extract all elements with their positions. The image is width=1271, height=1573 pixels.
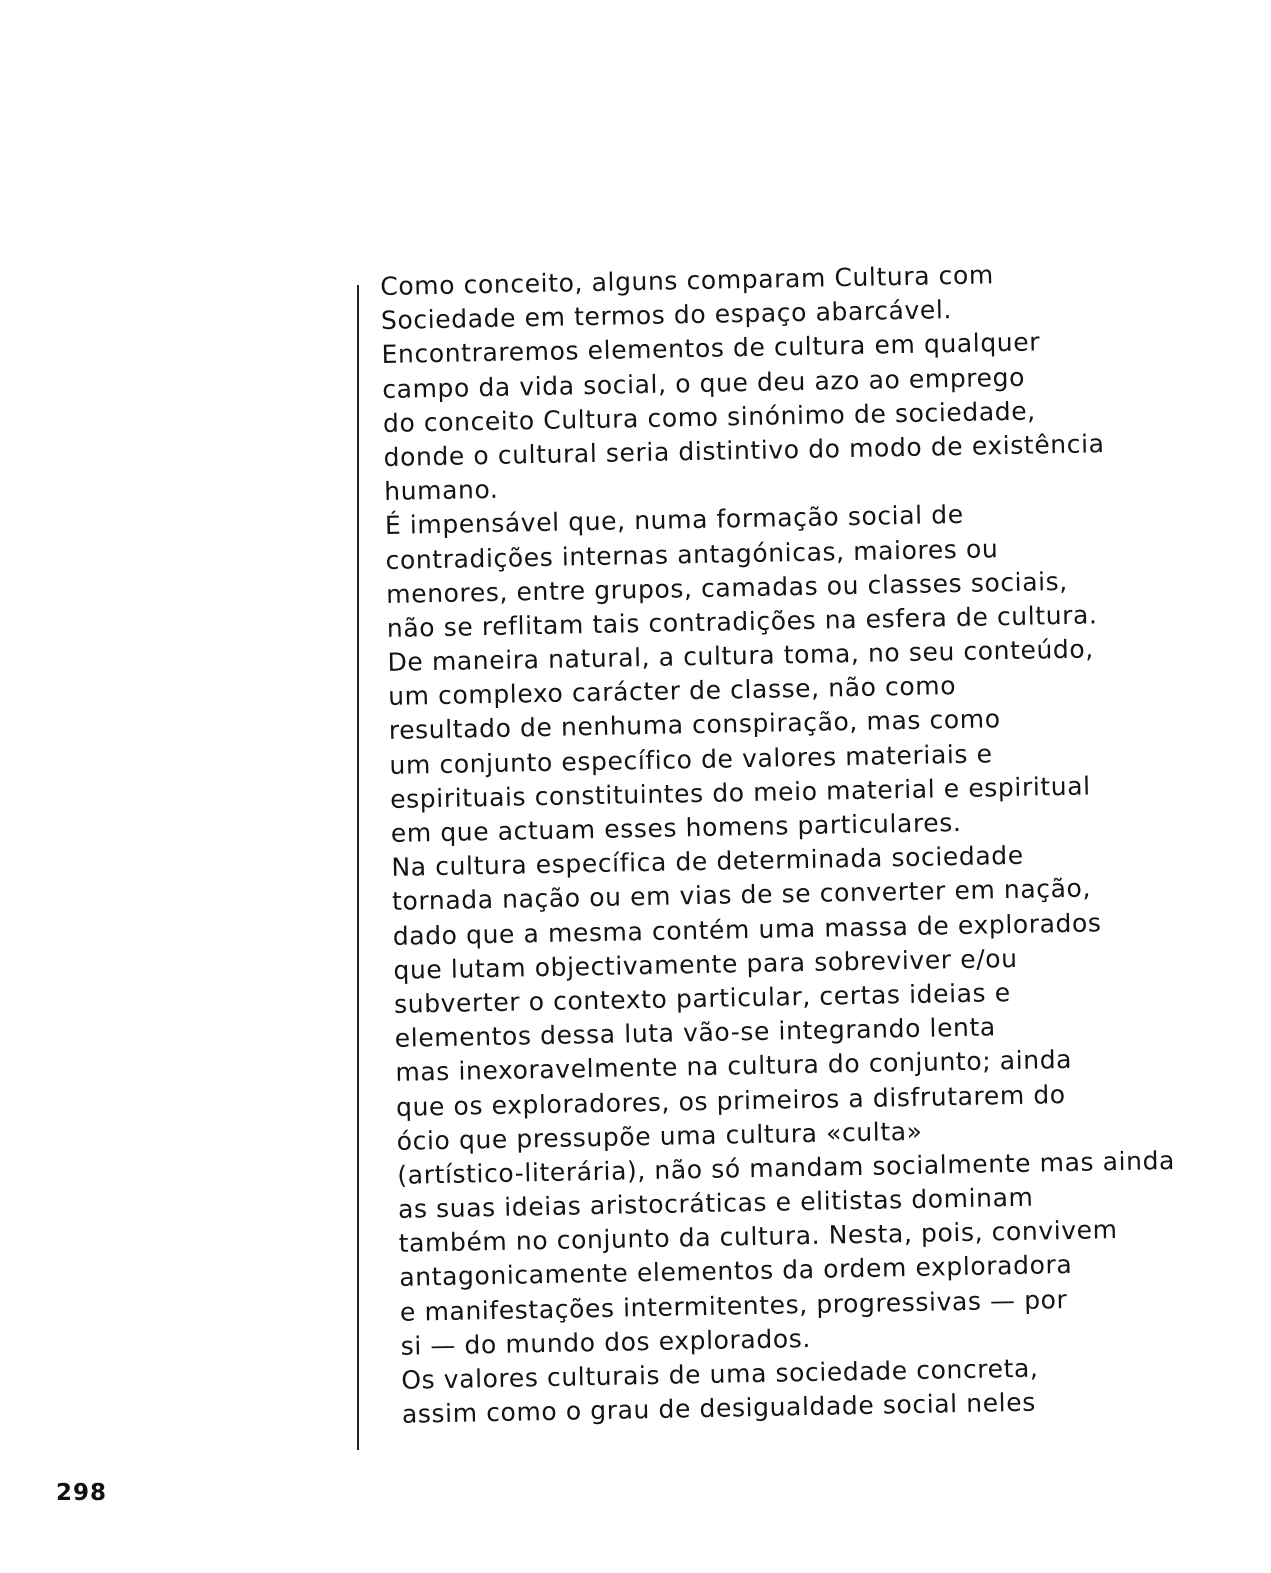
text-line: em que actuam esses homens particulares. [390,807,962,848]
text-line: e manifestações intermitentes, progressivas — por [399,1284,1068,1327]
text-line: contradições internas antagónicas, maiores ou [385,533,999,575]
text-line: que lutam objectivamente para sobreviver e/ou [393,943,1018,985]
text-line: donde o cultural seria distintivo do modo de existência [383,429,1105,472]
text-line: mas inexoravelmente na cultura do conjunto; ainda [395,1045,1073,1088]
text-line: dado que a mesma contém uma massa de explorados [392,907,1102,951]
page-number: 298 [56,1480,108,1506]
text-line: humano. [383,474,499,507]
text-line: Os valores culturais de uma sociedade concreta, [401,1353,1039,1395]
text-line: elementos dessa luta vão-se integrando lenta [394,1012,997,1053]
text-line: É impensável que, numa formação social de [384,500,964,541]
margin-rule [357,285,359,1450]
text-line: De maneira natural, a cultura toma, no seu conteúdo, [387,634,1095,677]
text-line: as suas ideias aristocráticas e elitistas dominam [397,1182,1034,1224]
text-line: também no conjunto da cultura. Nesta, pois, convivem [398,1215,1118,1259]
text-line: menores, entre grupos, camadas ou classes sociais, [385,566,1069,609]
text-line: do conceito Cultura como sinónimo de sociedade, [382,396,1036,438]
text-line: tornada nação ou em vias de se converter em nação, [391,873,1092,917]
text-line: si — do mundo dos explorados. [400,1323,812,1361]
text-line: (artístico-literária), não só mandam socialmente mas ainda [397,1145,1176,1190]
text-line: antagonicamente elementos da ordem exploradora [399,1250,1073,1293]
text-line: Encontraremos elementos de cultura em qualquer [381,327,1041,370]
text-line: Como conceito, alguns comparam Cultura com [380,260,995,301]
text-line: um conjunto específico de valores materiais e [389,738,993,780]
body-text [380,254,1237,1432]
text-line: resultado de nenhuma conspiração, mas como [388,704,1001,746]
text-line: campo da vida social, o que deu azo ao emprego [382,362,1026,404]
text-line: subverter o contexto particular, certas ideias e [393,977,1011,1019]
text-line: que os exploradores, os primeiros a disfrutarem do [395,1079,1066,1122]
text-line: espirituais constituintes do meio material e espiritual [389,771,1091,814]
text-line: um complexo carácter de classe, não como [387,671,957,712]
text-line: não se reflitam tais contradições na esfera de cultura. [386,600,1098,643]
text-line: assim como o grau de desigualdade social neles [401,1387,1037,1429]
text-line: ócio que pressupõe uma cultura «culta» [396,1116,923,1156]
text-line: Sociedade em termos do espaço abarcável. [380,295,953,336]
text-line: Na cultura específica de determinada sociedade [391,840,1024,883]
